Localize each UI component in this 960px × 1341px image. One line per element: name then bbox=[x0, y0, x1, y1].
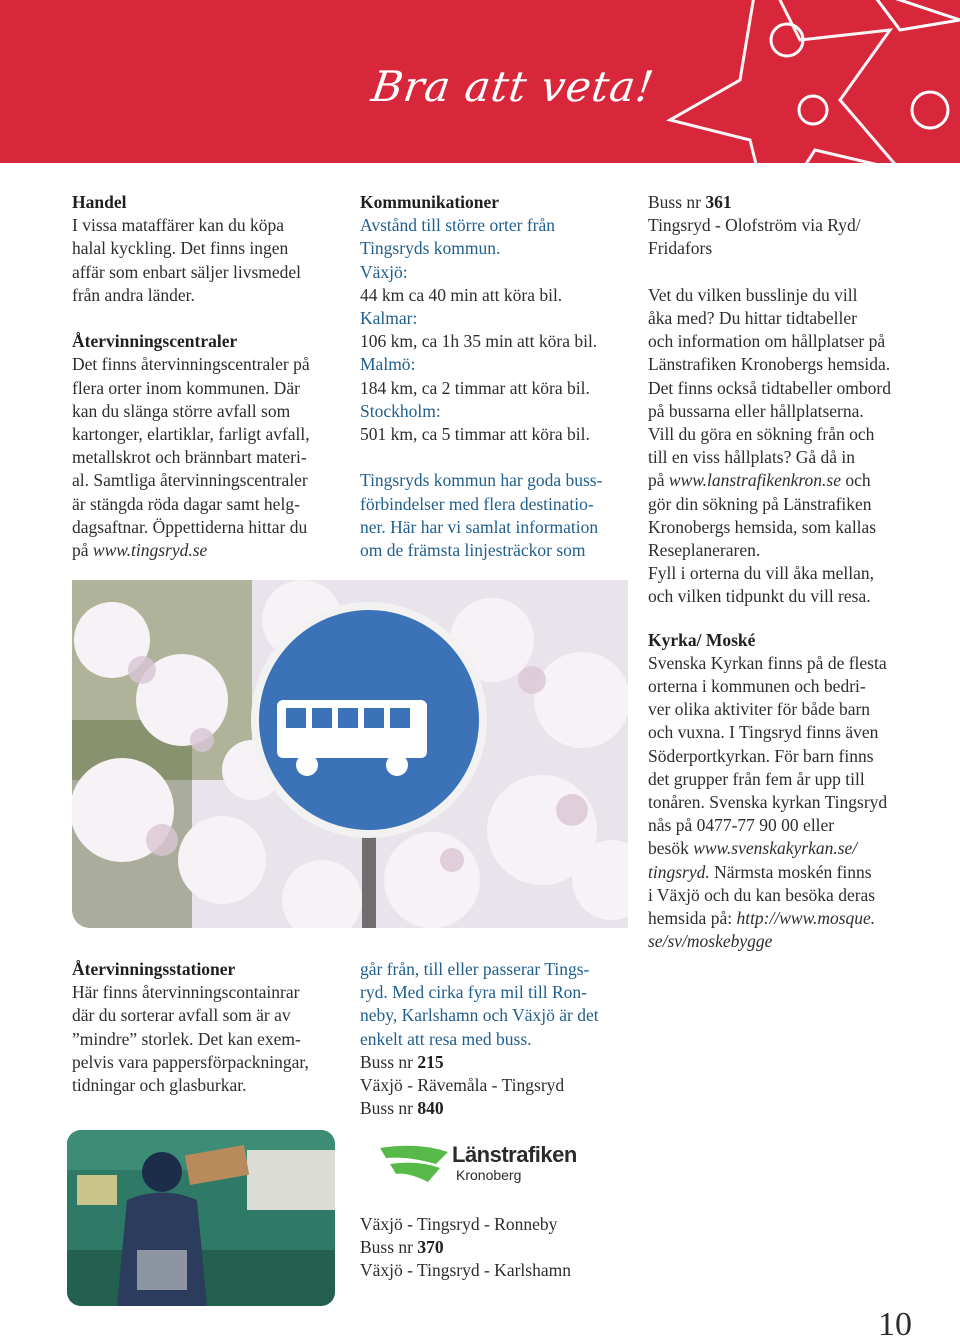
text-line: om de främsta linjesträckor som bbox=[360, 540, 586, 561]
destination-detail: 44 km ca 40 min att köra bil. bbox=[360, 284, 563, 305]
text-line: pelvis vara pappersförpackningar, bbox=[72, 1051, 309, 1072]
text-line: till en viss hållplats? Gå då in bbox=[648, 447, 856, 468]
text-line: orterna i kommunen och bedri- bbox=[648, 676, 866, 697]
text-line: neby, Karlshamn och Växjö är det bbox=[360, 1005, 599, 1026]
text-line: Vet du vilken busslinje du vill bbox=[648, 284, 858, 305]
text-line: Avstånd till större orter från bbox=[360, 215, 556, 236]
bus-prefix: Buss nr bbox=[360, 1237, 418, 1258]
stationer-heading: Återvinningsstationer bbox=[72, 959, 236, 979]
link-prefix: hemsida på: bbox=[648, 908, 737, 929]
text-line: Söderportkyrkan. För barn finns bbox=[648, 745, 874, 766]
recycling-photo bbox=[67, 1130, 335, 1306]
route-number: 370 bbox=[417, 1237, 444, 1258]
text-line: Reseplaneraren. bbox=[648, 540, 761, 561]
left-column-bottom bbox=[72, 958, 347, 1097]
text-line: Svenska Kyrkan finns på de flesta bbox=[648, 652, 887, 673]
handel-heading: Handel bbox=[72, 192, 127, 212]
lanstrafiken-link[interactable]: www.lanstrafikenkron.se bbox=[668, 470, 841, 491]
kommunikationer-heading: Kommunikationer bbox=[360, 192, 500, 212]
text-line: ver olika aktiviter för både barn bbox=[648, 699, 871, 720]
text-line: ryd. Med cirka fyra mil till Ron- bbox=[360, 982, 587, 1003]
text-line: kartonger, elartiklar, farligt avfall, bbox=[72, 424, 310, 445]
lanstrafiken-swoosh-icon bbox=[378, 1142, 450, 1190]
text-line: dagsaftnar. Öppettiderna hittar du bbox=[72, 516, 308, 537]
text-line: tonåren. Svenska kyrkan Tingsryd bbox=[648, 792, 888, 813]
route-text: Växjö - Tingsryd - Ronneby bbox=[360, 1214, 558, 1234]
route-number: 215 bbox=[417, 1051, 444, 1072]
destination-detail: 106 km, ca 1h 35 min att köra bil. bbox=[360, 331, 598, 352]
header-banner bbox=[0, 0, 960, 163]
text-line: förbindelser med flera destinatio- bbox=[360, 493, 594, 514]
route-text: Växjö - Rävemåla - Tingsryd bbox=[360, 1075, 565, 1096]
text-line: kan du slänga större avfall som bbox=[72, 400, 291, 421]
lanstrafiken-logo bbox=[378, 1140, 588, 1192]
link-suffix: och bbox=[840, 470, 871, 491]
middle-column-final bbox=[360, 1213, 635, 1283]
text-line: på bussarna eller hållplatserna. bbox=[648, 400, 864, 421]
destination-name: Kalmar: bbox=[360, 308, 418, 329]
route-number: 361 bbox=[705, 192, 732, 212]
text-line: Fyll i orterna du vill åka mellan, bbox=[648, 563, 874, 584]
text-span: Närmsta moskén finns bbox=[709, 861, 872, 882]
destination-name: Växjö: bbox=[360, 261, 408, 282]
tingsryd-link[interactable]: www.tingsryd.se bbox=[92, 540, 208, 561]
mosque-link-cont[interactable]: se/sv/moskebygge bbox=[648, 931, 773, 952]
text-line: och information om hållplatser på bbox=[648, 331, 886, 352]
text-line: I vissa mataffärer kan du köpa bbox=[72, 215, 285, 236]
text-line: åka med? Du hittar tidtabeller bbox=[648, 308, 857, 328]
text-line: metallskrot och brännbart materi- bbox=[72, 447, 307, 468]
text-line: tidningar och glasburkar. bbox=[72, 1075, 247, 1096]
destination-name: Malmö: bbox=[360, 354, 416, 375]
destination-detail: 501 km, ca 5 timmar att köra bil. bbox=[360, 424, 590, 445]
text-line: Tingsryds kommun. bbox=[360, 238, 501, 259]
text-line: halal kyckling. Det finns ingen bbox=[72, 238, 289, 259]
text-line: flera orter inom kommunen. Där bbox=[72, 377, 300, 398]
link-prefix: besök bbox=[648, 838, 694, 859]
text-line: affär som enbart säljer livsmedel bbox=[72, 261, 302, 282]
text-line: Vill du göra en sökning från och bbox=[648, 424, 875, 445]
bus-prefix: Buss nr bbox=[360, 1098, 418, 1119]
text-line: Det finns återvinningscentraler på bbox=[72, 354, 310, 375]
bus-prefix: Buss nr bbox=[648, 192, 706, 212]
text-line: enkelt att resa med buss. bbox=[360, 1028, 532, 1049]
text-line: nås på 0477-77 90 00 eller bbox=[648, 815, 835, 836]
route-text: Tingsryd - Olofström via Ryd/ bbox=[648, 215, 861, 236]
right-column bbox=[648, 191, 928, 953]
route-text: Växjö - Tingsryd - Karlshamn bbox=[360, 1260, 571, 1281]
middle-column-bottom bbox=[360, 958, 635, 1120]
left-column-top bbox=[72, 191, 347, 562]
svenskakyrkan-link-cont[interactable]: tingsryd. bbox=[648, 861, 710, 882]
bus-sign-photo bbox=[72, 580, 628, 928]
link-prefix: på bbox=[648, 470, 669, 491]
page-title: Bra att veta! bbox=[368, 62, 658, 111]
text-line: al. Samtliga återvinningscentraler bbox=[72, 470, 308, 491]
bus-prefix: Buss nr bbox=[360, 1051, 418, 1072]
text-line: är stängda röda dagar samt helg- bbox=[72, 493, 300, 514]
text-line: Kronobergs hemsida, som kallas bbox=[648, 516, 877, 537]
destination-detail: 184 km, ca 2 timmar att köra bil. bbox=[360, 377, 590, 398]
destination-name: Stockholm: bbox=[360, 400, 441, 421]
text-line: där du sorterar avfall som är av bbox=[72, 1005, 291, 1026]
logo-name: Länstrafiken bbox=[452, 1142, 577, 1167]
text-line: i Växjö och du kan besöka deras bbox=[648, 884, 876, 905]
svenskakyrkan-link[interactable]: www.svenskakyrkan.se/ bbox=[693, 838, 858, 859]
text-line: ner. Här har vi samlat information bbox=[360, 516, 599, 537]
kyrka-heading: Kyrka/ Moské bbox=[648, 629, 756, 650]
text-line: gör din sökning på Länstrafiken bbox=[648, 493, 872, 514]
text-line: det grupper från fem år upp till bbox=[648, 768, 865, 789]
text-line: och vilken tidpunkt du vill resa. bbox=[648, 586, 871, 607]
page-number: 10 bbox=[878, 1306, 912, 1341]
text-line: och vuxna. I Tingsryd finns även bbox=[648, 722, 879, 743]
text-line: Tingsryds kommun har goda buss- bbox=[360, 470, 603, 491]
text-line: Här finns återvinningscontainrar bbox=[72, 982, 300, 1003]
mosque-link[interactable]: http://www.mosque. bbox=[736, 908, 876, 929]
link-prefix: på bbox=[72, 540, 93, 561]
route-text: Fridafors bbox=[648, 238, 713, 259]
text-line: Länstrafiken Kronobergs hemsida. bbox=[648, 354, 891, 375]
text-line: från andra länder. bbox=[72, 284, 195, 305]
centraler-heading: Återvinningscentraler bbox=[72, 331, 238, 352]
text-line: går från, till eller passerar Tings- bbox=[360, 959, 590, 979]
route-number: 840 bbox=[417, 1098, 444, 1119]
text-line: ”mindre” storlek. Det kan exem- bbox=[72, 1028, 301, 1049]
middle-column-top bbox=[360, 191, 635, 562]
text-line: Det finns också tidtabeller ombord bbox=[648, 377, 891, 398]
logo-sub: Kronoberg bbox=[456, 1167, 522, 1183]
